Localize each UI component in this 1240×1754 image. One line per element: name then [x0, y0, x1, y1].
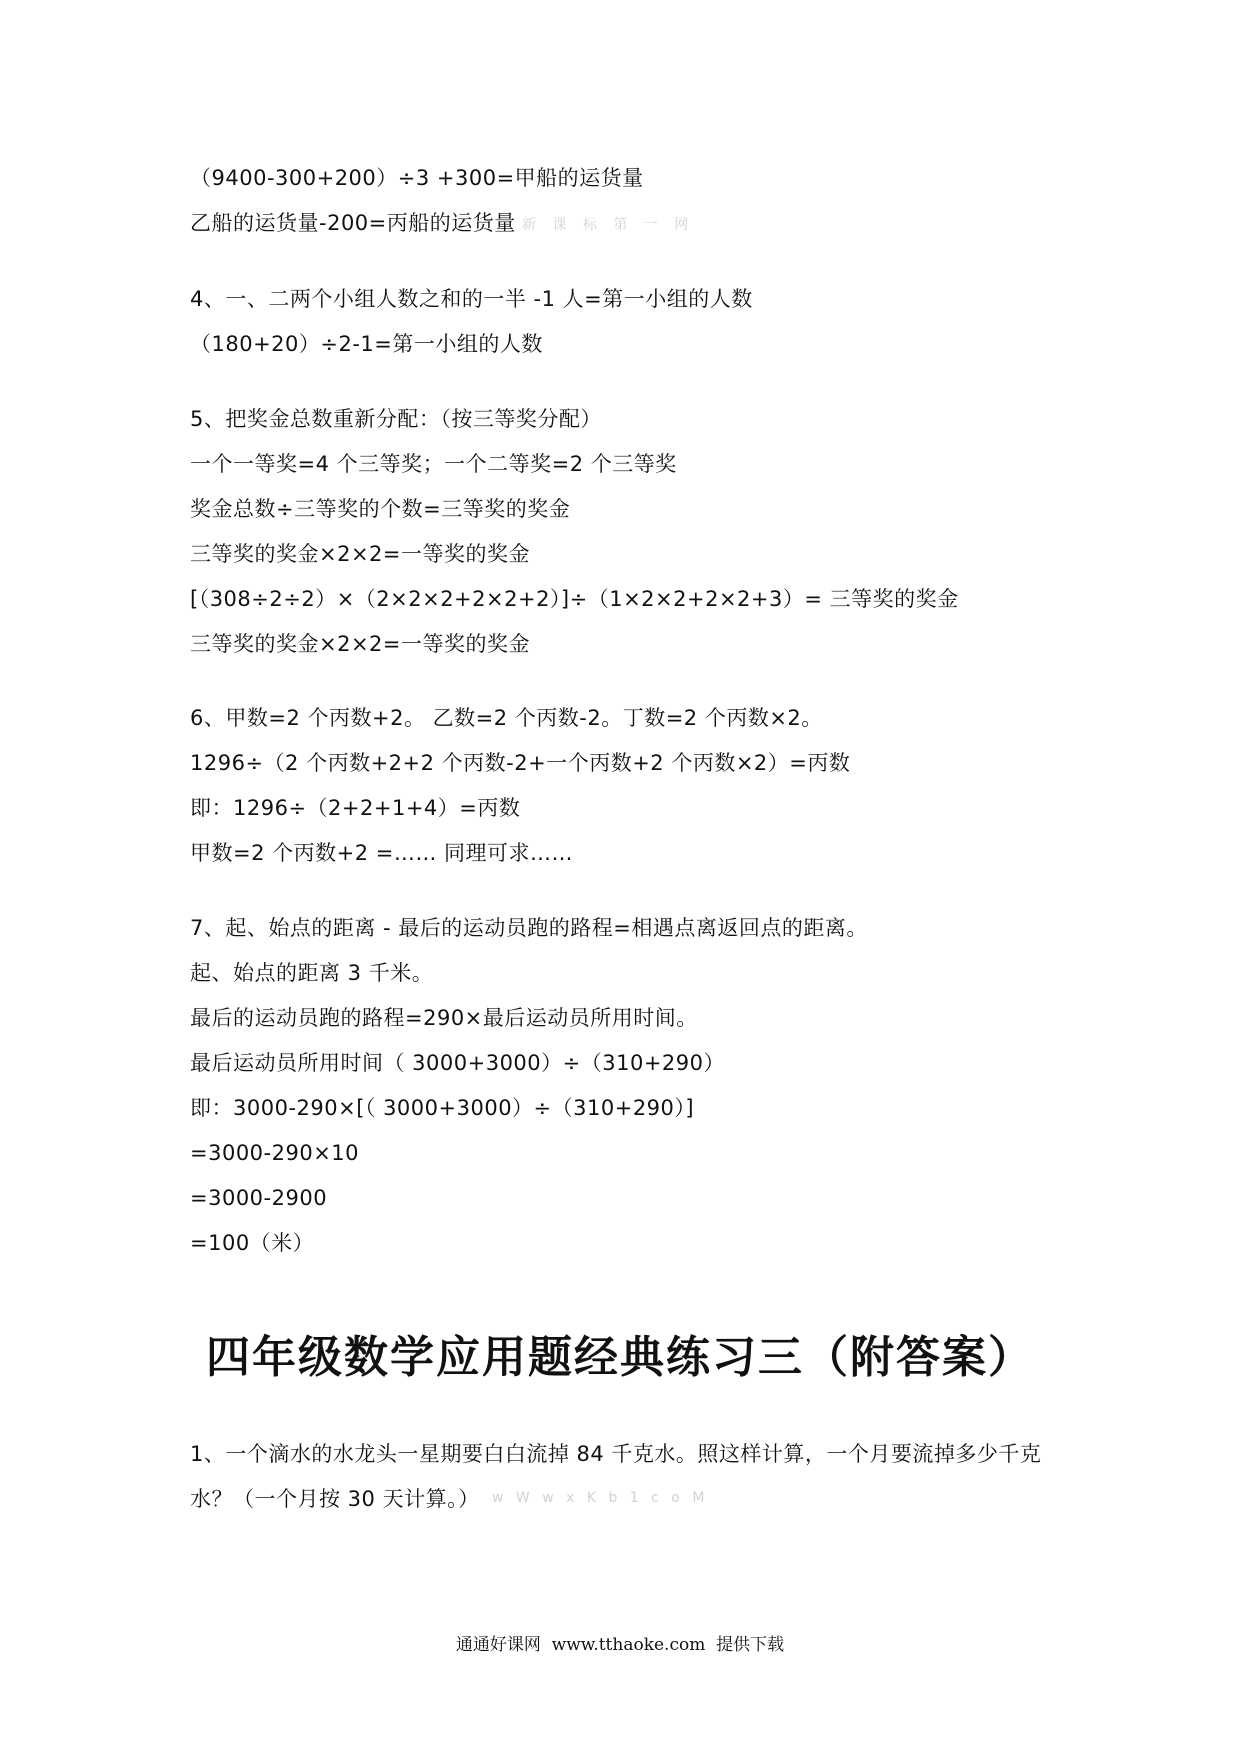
question-line: 1、一个滴水的水龙头一星期要白白流掉 84 千克水。照这样计算，一个月要流掉多少千克	[190, 1442, 1042, 1466]
question-line: 水？（一个月按 30 天计算。）	[190, 1487, 480, 1511]
text-line: 4、一、二两个小组人数之和的一半 -1 人=第一小组的人数	[190, 287, 753, 311]
text-line: 1296÷（2 个丙数+2+2 个丙数-2+一个丙数+2 个丙数×2）=丙数	[190, 751, 851, 775]
text-line: 甲数=2 个丙数+2 =…… 同理可求……	[190, 841, 574, 865]
text-line: =3000-2900	[190, 1186, 328, 1210]
text-line: 奖金总数÷三等奖的个数=三等奖的奖金	[190, 497, 571, 521]
text-line: 起、始点的距离 3 千米。	[190, 961, 434, 985]
page-footer: 通通好课网 www.tthaoke.com 提供下载	[455, 1635, 785, 1655]
text-line: =3000-290×10	[190, 1141, 360, 1165]
text-line: 乙船的运货量-200=丙船的运货量	[190, 211, 516, 235]
text-line: 最后运动员所用时间（ 3000+3000）÷（310+290）	[190, 1051, 726, 1075]
text-line: 三等奖的奖金×2×2=一等奖的奖金	[190, 632, 531, 656]
text-line: （180+20）÷2-1=第一小组的人数	[190, 332, 543, 356]
text-line: （9400-300+200）÷3 +300=甲船的运货量	[190, 166, 644, 190]
text-line: 5、把奖金总数重新分配：（按三等奖分配）	[190, 407, 602, 431]
page-title: 四年级数学应用题经典练习三（附答案）	[206, 1332, 1034, 1383]
text-line: =100（米）	[190, 1231, 315, 1255]
text-line: 6、甲数=2 个丙数+2。 乙数=2 个丙数-2。丁数=2 个丙数×2。	[190, 706, 823, 730]
text-line: 一个一等奖=4 个三等奖；一个二等奖=2 个三等奖	[190, 452, 677, 476]
watermark: 新 课 标 第 一 网	[522, 217, 695, 233]
text-line: 7、起、始点的距离 - 最后的运动员跑的路程=相遇点离返回点的距离。	[190, 916, 868, 940]
text-line: 即：3000-290×[（ 3000+3000）÷（310+290）]	[190, 1096, 695, 1120]
text-line: [（308÷2÷2）×（2×2×2+2×2+2）]÷（1×2×2+2×2+3）= 三等奖的奖金	[190, 587, 959, 611]
text-line: 即：1296÷（2+2+1+4）=丙数	[190, 796, 521, 820]
text-line: 最后的运动员跑的路程=290×最后运动员所用时间。	[190, 1006, 698, 1030]
watermark: w W w x K b 1 c o M	[492, 1490, 709, 1506]
text-line: 三等奖的奖金×2×2=一等奖的奖金	[190, 542, 531, 566]
